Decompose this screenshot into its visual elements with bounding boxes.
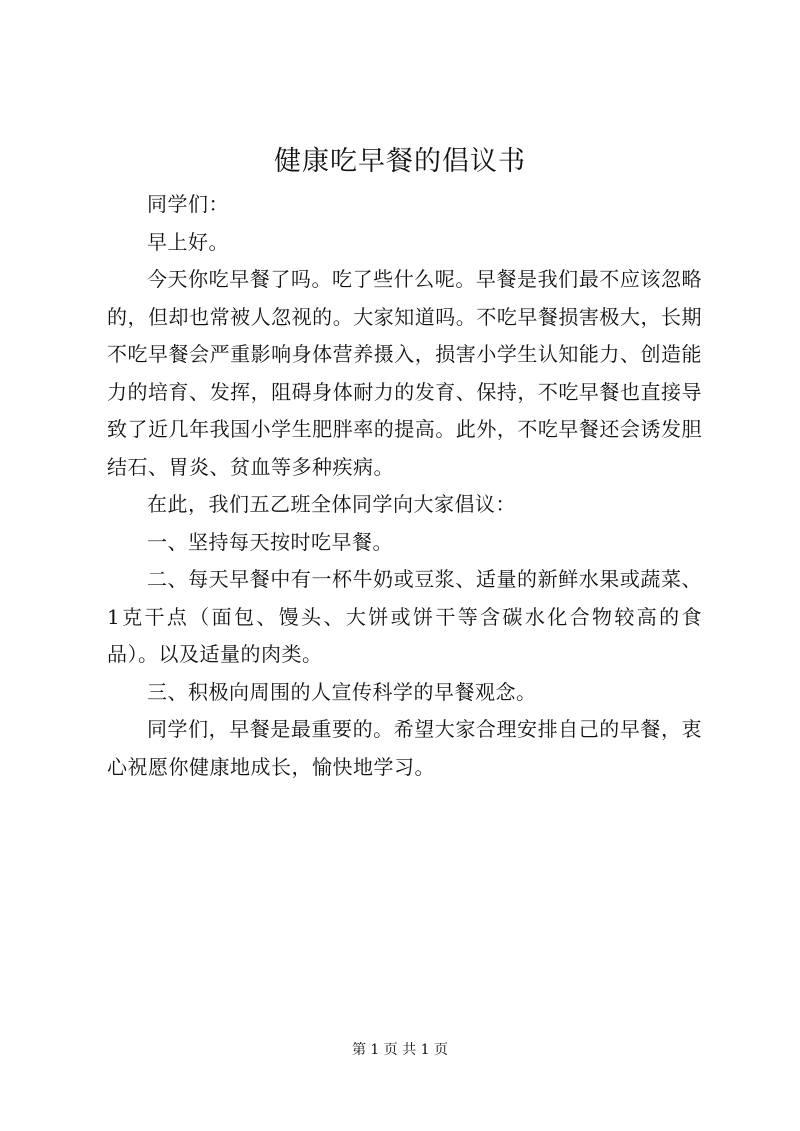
intro-paragraph: 今天你吃早餐了吗。吃了些什么呢。早餐是我们最不应该忽略的，但却也常被人忽视的。大家知道吗。不吃早餐损害极大，长期不吃早餐会严重影响身体营养摄入，损害小学生认知能力、创造能力的培育、发挥，阻碍身体耐力的发育、保持，不吃早餐也直接导致了近几年我国小学生肥胖率的提高。此外，不吃早餐还会诱发胆结石、胃炎、贫血等多种疾病。 xyxy=(107,267,702,479)
proposal-item-3: 三、积极向周围的人宣传科学的早餐观念。 xyxy=(147,679,537,704)
closing-paragraph: 同学们，早餐是最重要的。希望大家合理安排自己的早餐，衷心祝愿你健康地成长，愉快地学习。 xyxy=(107,717,702,779)
document-body xyxy=(107,186,702,786)
greeting-line: 同学们： xyxy=(147,192,229,216)
proposal-lead-paragraph: 在此，我们五乙班全体同学向大家倡议： xyxy=(147,492,516,516)
proposal-item-2: 二、每天早餐中有一杯牛奶或豆浆、适量的新鲜水果或蔬菜、1克干点（面包、馒头、大饼或饼干等含碳水化合物较高的食品）。以及适量的肉类。 xyxy=(107,567,702,666)
salutation-line: 早上好。 xyxy=(147,229,229,254)
document-title: 健康吃早餐的倡议书 xyxy=(274,146,526,177)
page-footer: 第 1 页 共 1 页 xyxy=(351,1042,449,1058)
proposal-item-1: 一、坚持每天按时吃早餐。 xyxy=(147,529,393,554)
